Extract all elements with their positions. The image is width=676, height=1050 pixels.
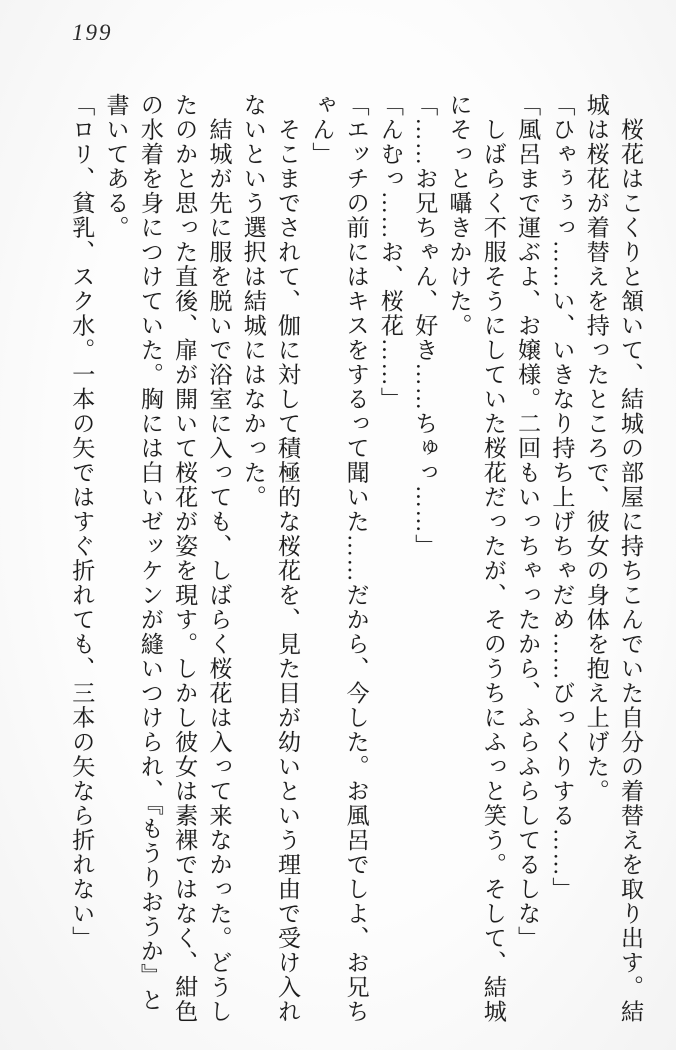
vertical-text-block (64, 93, 647, 1050)
text-column: 桜花はこくりと頷いて、結城の部屋に持ちこんでいた自分の着替えを取り出す。結 (618, 93, 643, 1024)
text-column: にそっと囁きかけた。 (446, 93, 472, 338)
text-column: 「んむっ……お、桜花……」 (377, 93, 403, 412)
text-column: そこまでされて、伽に対して積極的な桜花を、見た目が幼いという理由で受け入れ (275, 93, 301, 1024)
text-column: しばらく不服そうにしていた桜花だったが、そのうちにふっと笑う。そして、結城 (480, 93, 506, 1024)
text-column: 「風呂まで運ぶよ、お嬢様。二回もいっちゃったから、ふらふらしてるしな」 (515, 93, 541, 951)
text-column: たのかと思った直後、扉が開いて桜花が姿を現す。しかし彼女は素裸ではなく、紺色 (172, 93, 198, 1024)
text-column: 「ひゃぅぅっ……い、いきなり持ち上げちゃだめ……びっくりする……」 (549, 93, 575, 902)
text-column: 「……お兄ちゃん、好き……ちゅっ……」 (412, 93, 438, 559)
text-column: 「エッチの前にはキスをするって聞いた……だから、今した。お風呂でしよ、お兄ち (343, 93, 369, 1024)
text-column: 城は桜花が着替えを持ったところで、彼女の身体を抱え上げた。 (583, 93, 609, 804)
text-column: ゃん」 (309, 93, 335, 167)
page-number: 199 (72, 20, 113, 45)
text-column: の水着を身につけていた。胸には白いゼッケンが縫いつけられ、『もうりおうか』と (137, 93, 163, 1013)
text-column: 「ロリ、貧乳、スク水。一本の矢ではすぐ折れても、三本の矢なら折れない」 (69, 93, 95, 951)
text-column: ないという選択は結城にはなかった。 (240, 93, 266, 510)
text-column: 書いてある。 (103, 93, 129, 240)
text-column: 結城が先に服を脱いで浴室に入っても、しばらく桜花は入って来なかった。どうし (206, 93, 232, 1024)
